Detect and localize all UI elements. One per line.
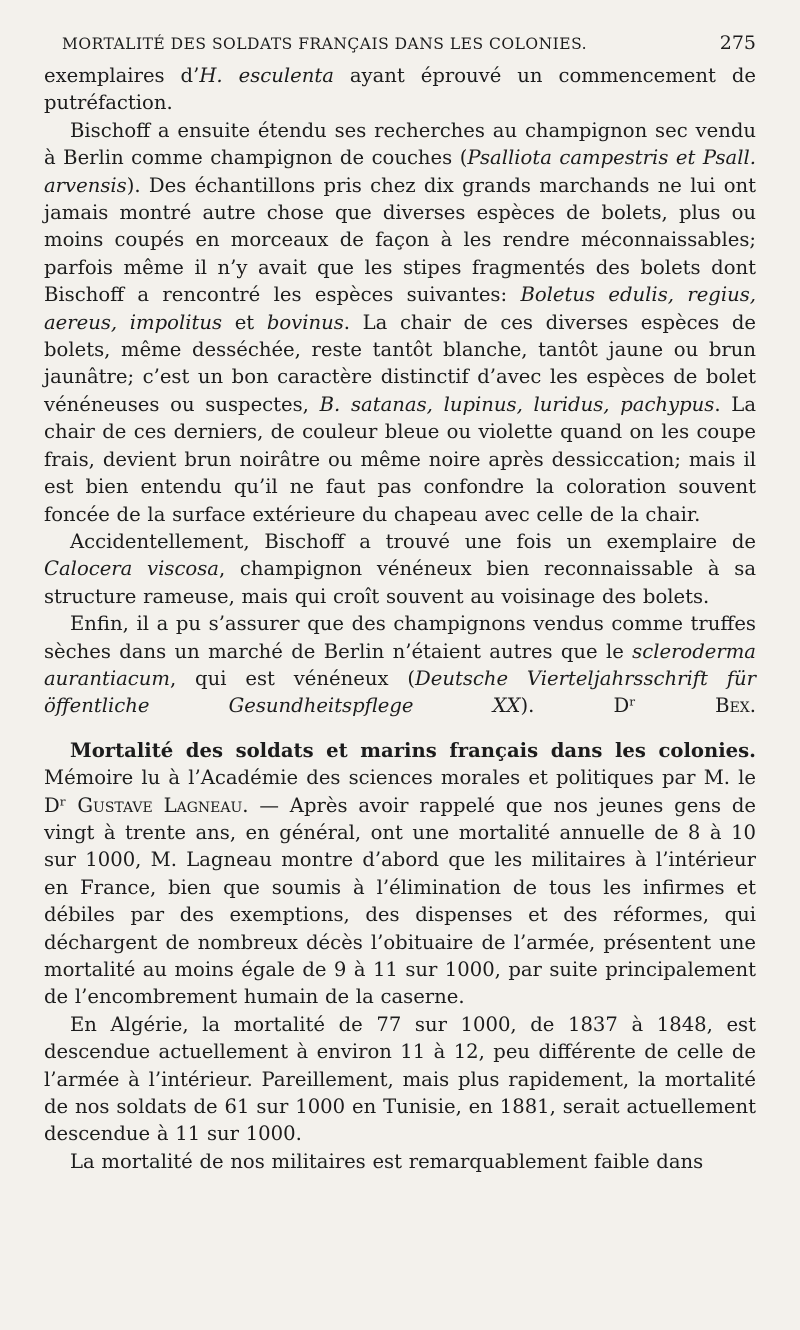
paragraph-article1-2: Bischoff a ensuite étendu ses recherches au champignon sec vendu à Berlin comme champignon de couches (Psalliota campestris et Psall. arvensis). Des échantillons pris chez dix grands marchands ne lui ont jamais montré autre chose que diverses espèces de bolets, plus ou moins coupés en morceaux de façon à les rendre méconnaissables; parfois même il n’y avait que les stipes fragmentés des bolets dont Bischoff a rencontré les espèces suivantes: Boletus edulis, regius, aereus, impolitus et bovinus. La chair de ces diverses espèces de bolets, même desséchée, reste tantôt blanche, tantôt jaune ou brun jaunâtre; c’est un bon caractère distinctif d’avec les espèces de bolet vénéneuses ou suspectes, B. satanas, lupinus, luridus, pachypus. La chair de ces derniers, de couleur bleue ou violette quand on les coupe frais, devient brun noirâtre ou même noire après dessiccation; mais il est bien entendu qu’il ne faut pas confondre la coloration souvent foncée de la surface extérieure du chapeau avec celle de la chair. [44,118,757,526]
species-name: scleroderma aurantiacum [44,639,756,690]
paragraph-article1-1: exemplaires d’H. esculenta ayant éprouvé un commencement de putréfaction. [44,64,756,115]
paragraph-article1-3: Accidentellement, Bischoff a trouvé une fois un exemplaire de Calocera viscosa, champignon vénéneux bien reconnaissable à sa structure rameuse, mais qui croît souvent au voisinage des bolets. [44,529,756,608]
species-name: Boletus edulis, regius, aereus, impolitus [44,283,757,334]
species-name: Psalliota campestris et Psall. arvensis [44,146,756,197]
article-title: Mortalité des soldats et marins français dans les colonies. [70,738,756,762]
citation: Deutsche Vierteljahrsschrift für öffentliche Gesundheitspflege XX [44,666,756,718]
author-name: Gustave Lagneau [77,793,243,817]
running-header [62,32,756,54]
page-number: 275 [719,32,756,54]
article-separator [44,720,756,737]
species-name: bovinus [266,310,344,334]
body-text [44,62,756,1175]
paragraph-article2-3: La mortalité de nos militaires est remarquablement faible dans [70,1149,704,1173]
species-name: B. satanas, lupinus, luridus, pachypus [319,392,715,416]
paragraph-article1-4: Enfin, il a pu s’assurer que des champignons vendus comme truffes sèches dans un marché de Berlin n’étaient autres que le scleroderma aurantiacum, qui est vénéneux (Deutsche Vierteljahrsschrift für öffentliche Gesundheitspflege XX). Dʳ Bex. [44,612,756,718]
paragraph-article2-2: En Algérie, la mortalité de 77 sur 1000, de 1837 à 1848, est descendue actuellement à environ 11 à 12, peu différente de celle de l’armée à l’intérieur. Pareillement, mais plus rapidement, la mortalité de nos soldats de 61 sur 1000 en Tunisie, en 1881, serait actuellement descendue à 11 sur 1000. [44,1012,756,1146]
signature-name: Bex. [715,694,756,718]
species-name: Calocera viscosa [44,557,219,581]
paragraph-article2-1: Mortalité des soldats et marins français dans les colonies. Mémoire lu à l’Académie des sciences morales et politiques par M. le Dʳ Gustave Lagneau. — Après avoir rappelé que nos jeunes gens de vingt à trente ans, en général, ont une mortalité annuelle de 8 à 10 sur 1000, M. Lagneau montre d’abord que les militaires à l’intérieur en France, bien que soumis à l’élimination de tous les infirmes et débiles par des exemptions, des dispenses et des réformes, qui déchargent de nombreux décès l’obituaire de l’armée, présentent une mortalité au moins égale de 9 à 11 sur 1000, par suite principalement de l’encombrement humain de la caserne. [44,738,756,1009]
running-title: MORTALITÉ DES SOLDATS FRANÇAIS DANS LES COLONIES. [62,35,588,53]
signature: Dʳ Bex. [613,694,756,718]
species-name: H. esculenta [199,64,334,87]
